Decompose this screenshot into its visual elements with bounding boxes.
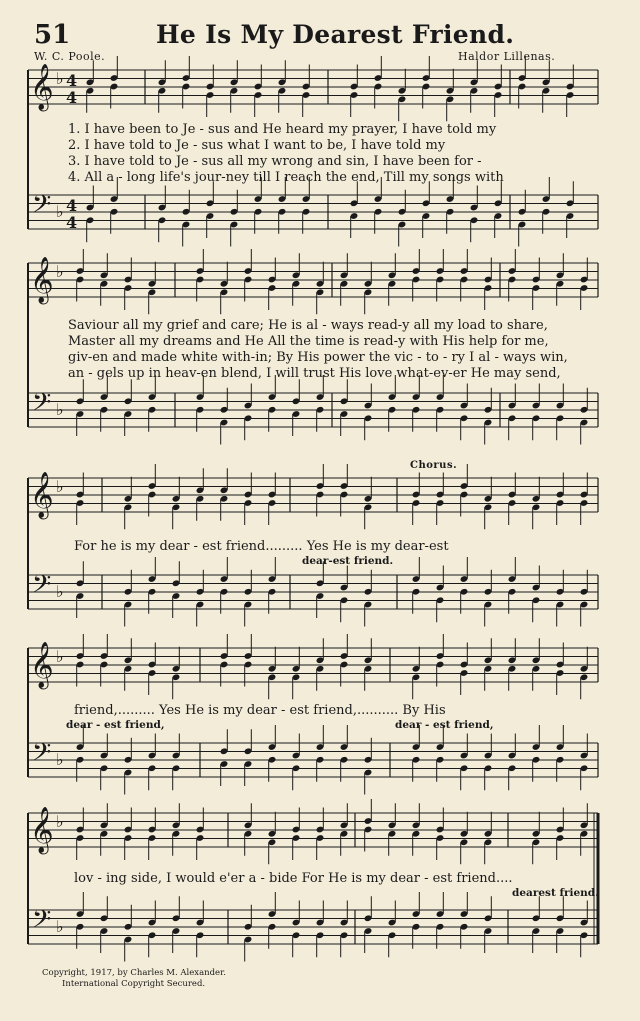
copyright-line-2: International Copyright Secured. [62, 979, 206, 989]
verse-1-line-2: Saviour all my grief and care; He is al - ways read-y all my load to share, [68, 318, 548, 333]
treble-clef: 𝄞 [30, 472, 54, 518]
time-signature-top: 4 [66, 71, 78, 90]
treble-clef: 𝄞 [30, 257, 54, 303]
chorus-lyric-line-2: friend,......... Yes He is my dear - est friend,.......... By His [74, 703, 446, 718]
verse-4-line-1: 4. All a - long life's jour-ney till I reach the end, Till my songs with [68, 170, 504, 185]
flat-sign: ♭ [56, 262, 64, 281]
bass-clef: 𝄢 [32, 738, 52, 773]
copyright-line-1: Copyright, 1917, by Charles M. Alexander. [42, 968, 226, 978]
hymn-title: He Is My Dearest Friend. [156, 20, 515, 49]
verse-2-line-2: Master all my dreams and He All the time is read-y with His help for me, [68, 334, 549, 349]
flat-sign: ♭ [56, 647, 64, 666]
verse-3-line-1: 3. I have told to Je - sus all my wrong and sin, I have been for - [68, 154, 482, 169]
chorus-alt-line-2a: dear - est friend, [66, 719, 165, 731]
flat-sign: ♭ [56, 750, 64, 769]
chorus-alt-line-3: dearest friend. [512, 887, 599, 899]
treble-clef: 𝄞 [30, 642, 54, 688]
verse-3-line-2: giv-en and made white with-in; By His power the vic - to - ry I al - ways win, [68, 350, 568, 365]
bass-clef: 𝄢 [32, 905, 52, 940]
chorus-alt-line-2b: dear - est friend, [395, 719, 494, 731]
flat-sign: ♭ [56, 69, 64, 88]
flat-sign: ♭ [56, 477, 64, 496]
bass-clef: 𝄢 [32, 570, 52, 605]
verse-2-line-1: 2. I have told to Je - sus what I want to be, I have told my [68, 138, 446, 153]
chorus-lyric-line-1: For he is my dear - est friend......... Yes He is my dear-est [74, 539, 449, 554]
hymn-number: 51 [34, 20, 71, 50]
bass-clef: 𝄢 [32, 388, 52, 423]
verse-1-line-1: 1. I have been to Je - sus and He heard my prayer, I have told my [68, 122, 497, 137]
flat-sign: ♭ [56, 400, 64, 419]
time-signature-bottom: 4 [66, 88, 78, 107]
lyricist-credit: W. C. Poole. [34, 50, 106, 63]
bass-clef: 𝄢 [32, 190, 52, 225]
treble-clef: 𝄞 [30, 807, 54, 853]
composer-credit: Haldor Lillenas. [458, 50, 556, 63]
chorus-lyric-line-3: lov - ing side, I would e'er a - bide For He is my dear - est friend.... [74, 871, 513, 886]
flat-sign: ♭ [56, 812, 64, 831]
verse-4-line-2: an - gels up in heav-en blend, I will trust His love what-ev-er He may send, [68, 366, 561, 381]
flat-sign: ♭ [56, 202, 64, 221]
treble-clef: 𝄞 [30, 64, 54, 110]
chorus-alt-line-1: dear-est friend. [302, 555, 394, 567]
chorus-label: Chorus. [410, 460, 458, 471]
flat-sign: ♭ [56, 917, 64, 936]
time-signature-bottom: 4 [66, 213, 78, 232]
flat-sign: ♭ [56, 582, 64, 601]
time-signature-top: 4 [66, 196, 78, 215]
